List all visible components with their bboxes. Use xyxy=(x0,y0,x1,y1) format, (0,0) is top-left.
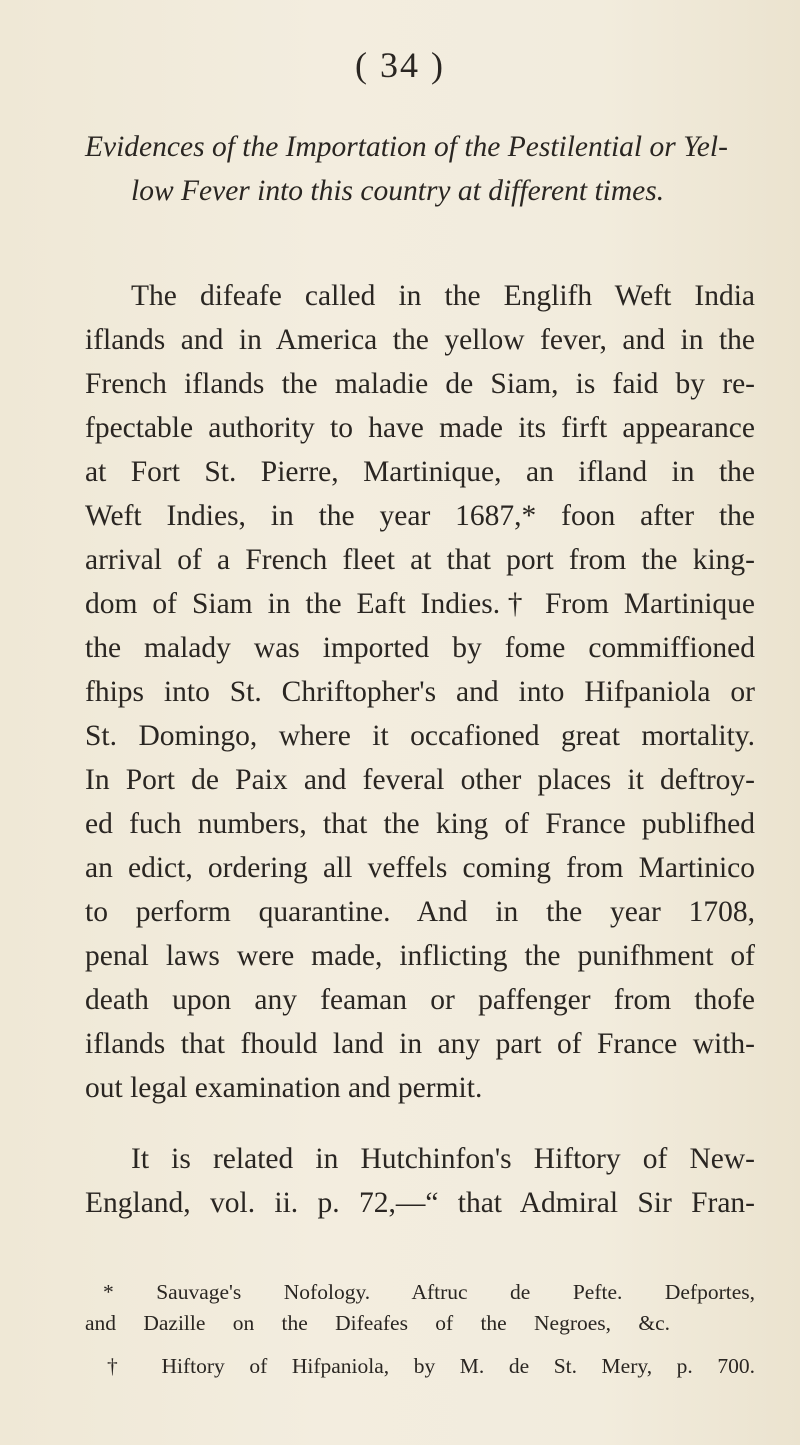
footnote-line: * Sauvage's Nofology. Aftruc de Pefte. Defportes, xyxy=(103,1280,755,1304)
text-line: iflands that fhould land in any part of France with- xyxy=(85,1028,755,1060)
text-line: It is related in Hutchinfon's Hiftory of New- xyxy=(131,1143,755,1175)
text-line: fpectable authority to have made its firft appearance xyxy=(85,412,755,444)
text-line: out legal examination and permit. xyxy=(85,1072,483,1104)
footnote-line: † Hiftory of Hifpaniola, by M. de St. Mery, p. 700. xyxy=(107,1354,755,1378)
text-line: death upon any feaman or paffenger from thofe xyxy=(85,984,755,1016)
text-line: The difeafe called in the Englifh Weft India xyxy=(131,280,755,312)
footnote-line: and Dazille on the Difeafes of the Negroes, &c. xyxy=(85,1311,670,1335)
text-line: to perform quarantine. And in the year 1708, xyxy=(85,896,755,928)
heading-line: low Fever into this country at different times. xyxy=(131,175,665,207)
text-line: penal laws were made, inflicting the punifhment of xyxy=(85,940,755,972)
text-line: Weft Indies, in the year 1687,* foon after the xyxy=(85,500,755,532)
text-line: St. Domingo, where it occafioned great mortality. xyxy=(85,720,755,752)
text-line: French iflands the maladie de Siam, is faid by re- xyxy=(85,368,755,400)
section-heading xyxy=(85,125,745,213)
text-line: dom of Siam in the Eaft Indies.† From Martinique xyxy=(85,588,755,620)
page-number: ( 34 ) xyxy=(355,45,445,85)
text-line: England, vol. ii. p. 72,—“ that Admiral Sir Fran- xyxy=(85,1187,755,1219)
text-line: iflands and in America the yellow fever, and in the xyxy=(85,324,755,356)
heading-line: Evidences of the Importation of the Pestilential or Yel- xyxy=(85,131,728,163)
text-line: the malady was imported by fome commiffioned xyxy=(85,632,755,664)
text-line: an edict, ordering all veffels coming from Martinico xyxy=(85,852,755,884)
text-line: arrival of a French fleet at that port from the king- xyxy=(85,544,755,576)
text-line: fhips into St. Chriftopher's and into Hifpaniola or xyxy=(85,676,755,708)
text-line: In Port de Paix and feveral other places it deftroy- xyxy=(85,764,755,796)
text-line: at Fort St. Pierre, Martinique, an ifland in the xyxy=(85,456,755,488)
text-line: ed fuch numbers, that the king of France publifhed xyxy=(85,808,755,840)
